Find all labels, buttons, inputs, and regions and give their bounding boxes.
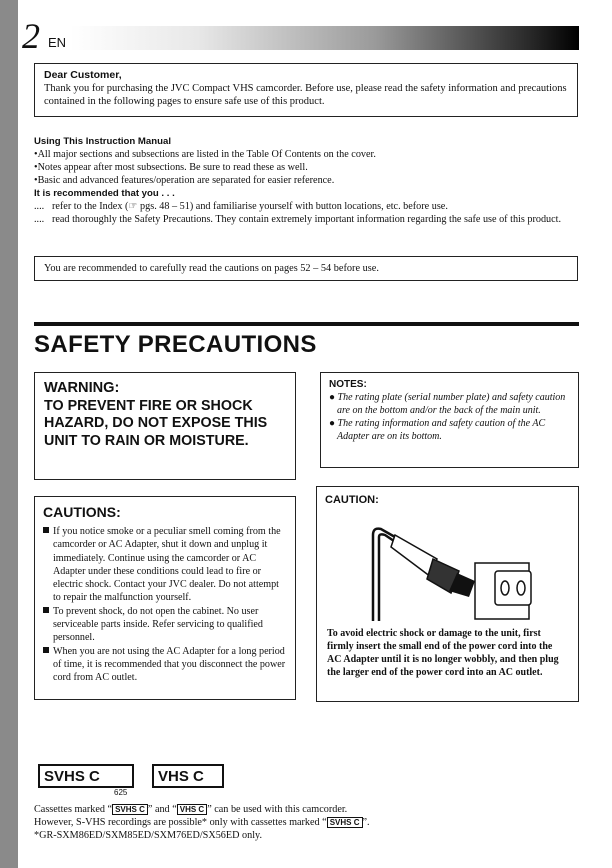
note-item: ● The rating plate (serial number plate) and safety caution are on the bottom and/or the back of the main unit. [329, 392, 566, 416]
warning-title: WARNING: [44, 380, 120, 396]
footer-line-3: *GR-SXM86ED/SXM85ED/SXM76ED/SX56ED only. [34, 830, 263, 841]
power-cord-illustration [333, 515, 559, 621]
page-language: EN [48, 35, 67, 50]
square-bullet-icon [43, 527, 49, 533]
recommended-heading: It is recommended that you . . . [34, 188, 175, 199]
footer-line-2: However, S-VHS recordings are possible* only with cassettes marked “ SVHS C ”. [34, 817, 370, 828]
mini-vhsc-logo: VHS C [177, 804, 207, 815]
manual-bullet: •Notes appear after most subsections. Be sure to read these as well. [34, 162, 308, 173]
svhsc-logo-number: 625 [114, 788, 128, 797]
recommended-item: .... read thoroughly the Safety Precautions. They contain extremely important information regarding the safe use of this product. [34, 214, 562, 225]
caution-item: To prevent shock, do not open the cabinet. No user serviceable parts inside. Refer servicing to qualified personnel. [43, 605, 287, 645]
dear-customer-box [34, 63, 578, 117]
dear-customer-body: Thank you for purchasing the JVC Compact VHS camcorder. Before use, please read the safety information and precautions contained in the following pages to ensure safe use of this product. [44, 83, 567, 107]
square-bullet-icon [43, 607, 49, 613]
square-bullet-icon [43, 647, 49, 653]
cassette-compatibility-note [34, 803, 579, 842]
caution-item: If you notice smoke or a peculiar smell coming from the camcorder or AC Adapter, shut it down and unplug it immediately. Continue using the camcorder or AC Adapter under these conditions could lead to fire or electric shock. Contact your JVC dealer. Do not attempt to repair the malfunction yourself. [43, 525, 287, 605]
power-cord-caution-title: CAUTION: [325, 494, 379, 506]
cautions-box [34, 496, 296, 700]
manual-heading: Using This Instruction Manual [34, 136, 171, 147]
manual-bullet: •All major sections and subsections are listed in the Table Of Contents on the cover. [34, 149, 376, 160]
mini-svhsc-logo: SVHS C [112, 804, 148, 815]
warning-box [34, 372, 296, 480]
power-cord-caution-box [316, 486, 579, 702]
svhsc-logo: SVHS C [38, 764, 134, 788]
safety-precautions-title: SAFETY PRECAUTIONS [34, 331, 317, 358]
manual-bullet: •Basic and advanced features/operation are separated for easier reference. [34, 175, 335, 186]
footer-line-1: Cassettes marked “ SVHS C ” and “ VHS C ” can be used with this camcorder. [34, 804, 348, 815]
mini-svhsc-logo: SVHS C [327, 817, 363, 828]
note-item: ● The rating information and safety caution of the AC Adapter are on its bottom. [329, 418, 546, 442]
cautions-title: CAUTIONS: [43, 504, 121, 520]
recommend-box: You are recommended to carefully read the cautions on pages 52 – 54 before use. [34, 256, 578, 281]
vhsc-logo: VHS C [152, 764, 224, 788]
section-rule [34, 322, 579, 326]
power-cord-caution-body: To avoid electric shock or damage to the unit, first firmly insert the small end of the power cord into the AC Adapter until it is no longer wobbly, and then plug the larger end of the power cord into an AC outlet. [327, 628, 559, 678]
page-header [20, 16, 579, 56]
recommended-item: .... refer to the Index (☞ pgs. 48 – 51) and familiarise yourself with button locations, etc. before use. [34, 201, 448, 212]
page-spine-bar [0, 0, 18, 868]
dear-customer-title: Dear Customer, [44, 69, 122, 81]
header-gradient-bar [70, 26, 579, 50]
notes-title: NOTES: [329, 379, 367, 390]
notes-box [320, 372, 579, 468]
cassette-logos [38, 764, 238, 798]
instruction-manual-section [34, 135, 582, 226]
warning-body: TO PREVENT FIRE OR SHOCK HAZARD, DO NOT EXPOSE THIS UNIT TO RAIN OR MOISTURE. [44, 397, 268, 449]
page-number: 2 [22, 16, 40, 56]
caution-item: When you are not using the AC Adapter for a long period of time, it is recommended that you disconnect the power cord from AC outlet. [43, 645, 287, 685]
